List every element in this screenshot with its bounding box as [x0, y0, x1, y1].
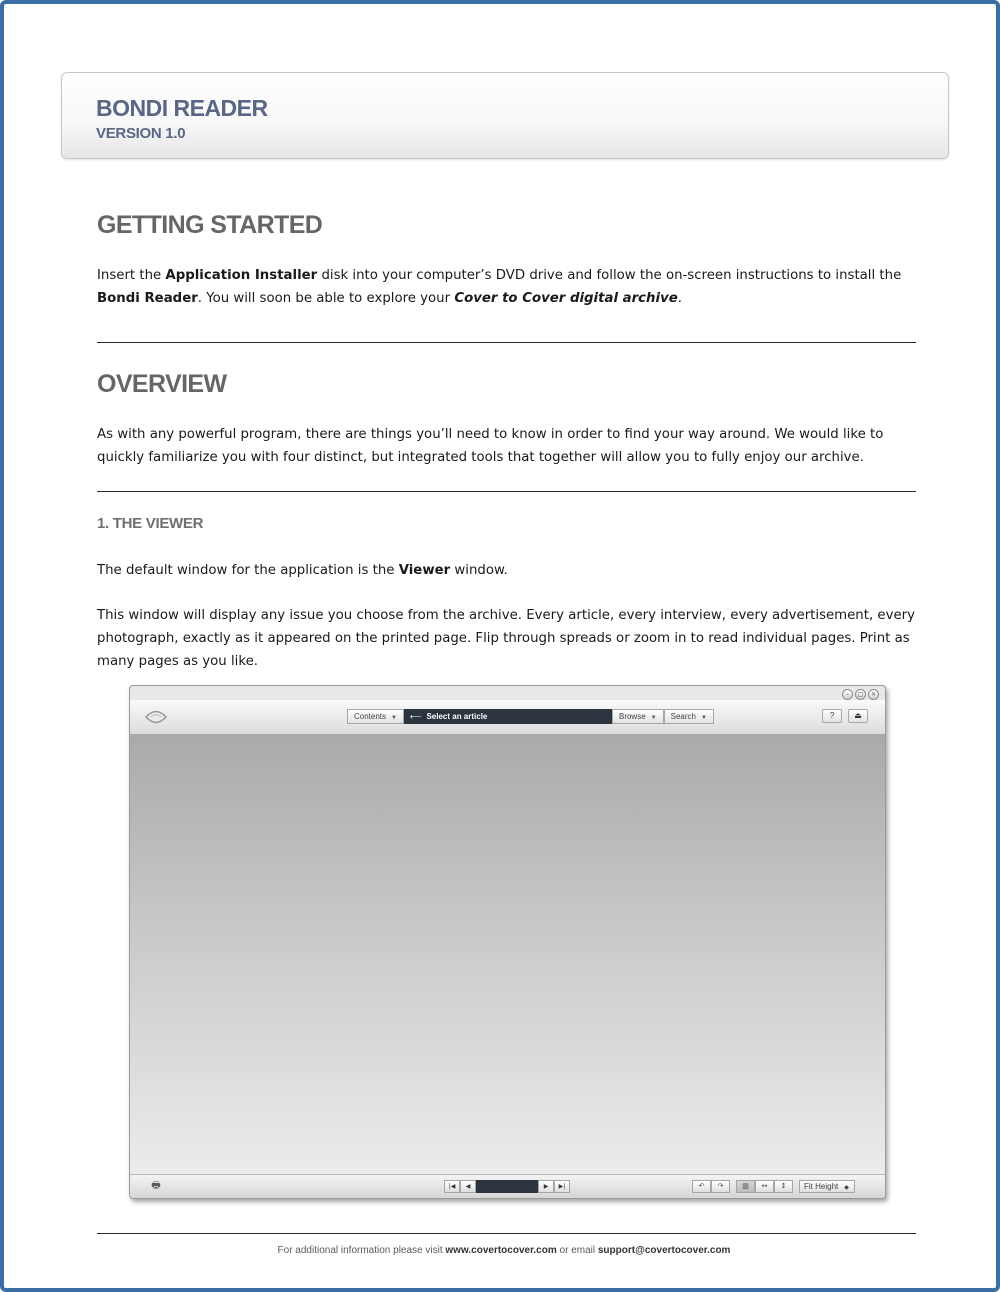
fit-height-icon[interactable]: ↕ [774, 1180, 793, 1193]
viewer-toolbar [130, 700, 885, 735]
layout-group [736, 1180, 793, 1193]
overview-paragraph: As with any powerful program, there are things you’ll need to know in order to find your way around. We would like to quickly familiarize you with four distinct, but integrated tools that together will allow you to fully enjoy our archive. [97, 427, 884, 465]
bondi-logo-icon[interactable] [144, 708, 168, 726]
viewer-window [129, 685, 886, 1199]
window-controls [842, 689, 879, 700]
archive-term: Cover to Cover digital archive [454, 291, 678, 306]
page-navigator [444, 1180, 570, 1193]
heading-the-viewer: 1. THE VIEWER [97, 515, 204, 532]
bondi-reader-term: Bondi Reader [97, 291, 198, 306]
chevron-updown-icon: ◆ [844, 1185, 849, 1191]
fit-width-icon[interactable]: ↔ [755, 1180, 774, 1193]
rotate-left-icon[interactable]: ↶ [692, 1180, 711, 1193]
page-viewer-canvas[interactable] [130, 734, 885, 1177]
footer-note: For additional information please visit www.covertocover.com or email support@covertocover.com [277, 1245, 731, 1256]
product-title: BONDI READER [96, 95, 268, 121]
page-number-field[interactable] [476, 1180, 538, 1193]
chevron-down-icon: ▼ [650, 715, 657, 721]
heading-overview: OVERVIEW [97, 370, 227, 398]
viewer-statusbar [130, 1174, 885, 1198]
minimize-icon[interactable]: – [842, 689, 853, 700]
heading-getting-started: GETTING STARTED [97, 211, 323, 239]
printer-icon[interactable]: 🖶 [151, 1180, 161, 1191]
viewer-term: Viewer [398, 563, 451, 578]
rotate-right-icon[interactable]: ↷ [711, 1180, 730, 1193]
next-page-icon[interactable]: ▶ [538, 1180, 554, 1193]
divider [97, 1233, 916, 1234]
zoom-mode-select[interactable]: Fit Height ◆ [799, 1180, 855, 1193]
getting-started-paragraph: Insert the Application Installer disk into your computer’s DVD drive and follow the on-screen instructions to install the Bondi Reader. You will soon be able to explore your Cover to Cover digital archive. [97, 268, 902, 306]
view-tools [692, 1180, 855, 1193]
application-installer-term: Application Installer [165, 268, 318, 283]
close-icon[interactable]: × [868, 689, 879, 700]
product-version: VERSION 1.0 [96, 125, 186, 142]
last-page-icon[interactable]: ▶| [554, 1180, 570, 1193]
website-link[interactable]: www.covertocover.com [445, 1245, 557, 1256]
divider [97, 491, 916, 492]
viewer-intro-paragraph: The default window for the application is the Viewer window. [97, 563, 508, 578]
single-page-icon[interactable]: ▥ [736, 1180, 755, 1193]
support-email-link[interactable]: support@covertocover.com [597, 1245, 731, 1256]
chevron-down-icon: ▼ [700, 715, 707, 721]
viewer-description-paragraph: This window will display any issue you choose from the archive. Every article, every interview, every advertisement, every photograph, exactly as it appeared on the printed page. Flip through spreads or zoom in to read individual pages. Print as many pages as you like. [97, 608, 915, 669]
browse-dropdown[interactable]: Browse ▼ [612, 709, 664, 724]
article-selector[interactable]: ⟵ Select an article [404, 709, 612, 724]
search-dropdown[interactable]: Search ▼ [664, 709, 714, 724]
header-banner [61, 72, 949, 159]
article-navigation [347, 709, 714, 724]
chevron-down-icon: ▼ [391, 715, 397, 721]
prev-page-icon[interactable]: ◀ [460, 1180, 476, 1193]
first-page-icon[interactable]: |◀ [444, 1180, 460, 1193]
maximize-icon[interactable]: □ [855, 689, 866, 700]
arrow-left-icon: ⟵ [409, 712, 422, 721]
contents-dropdown[interactable]: Contents ▼ [347, 709, 404, 724]
eject-icon[interactable]: ⏏ [848, 709, 868, 723]
help-button[interactable]: ? [822, 709, 842, 723]
divider [97, 342, 916, 343]
rotate-group [692, 1180, 730, 1193]
